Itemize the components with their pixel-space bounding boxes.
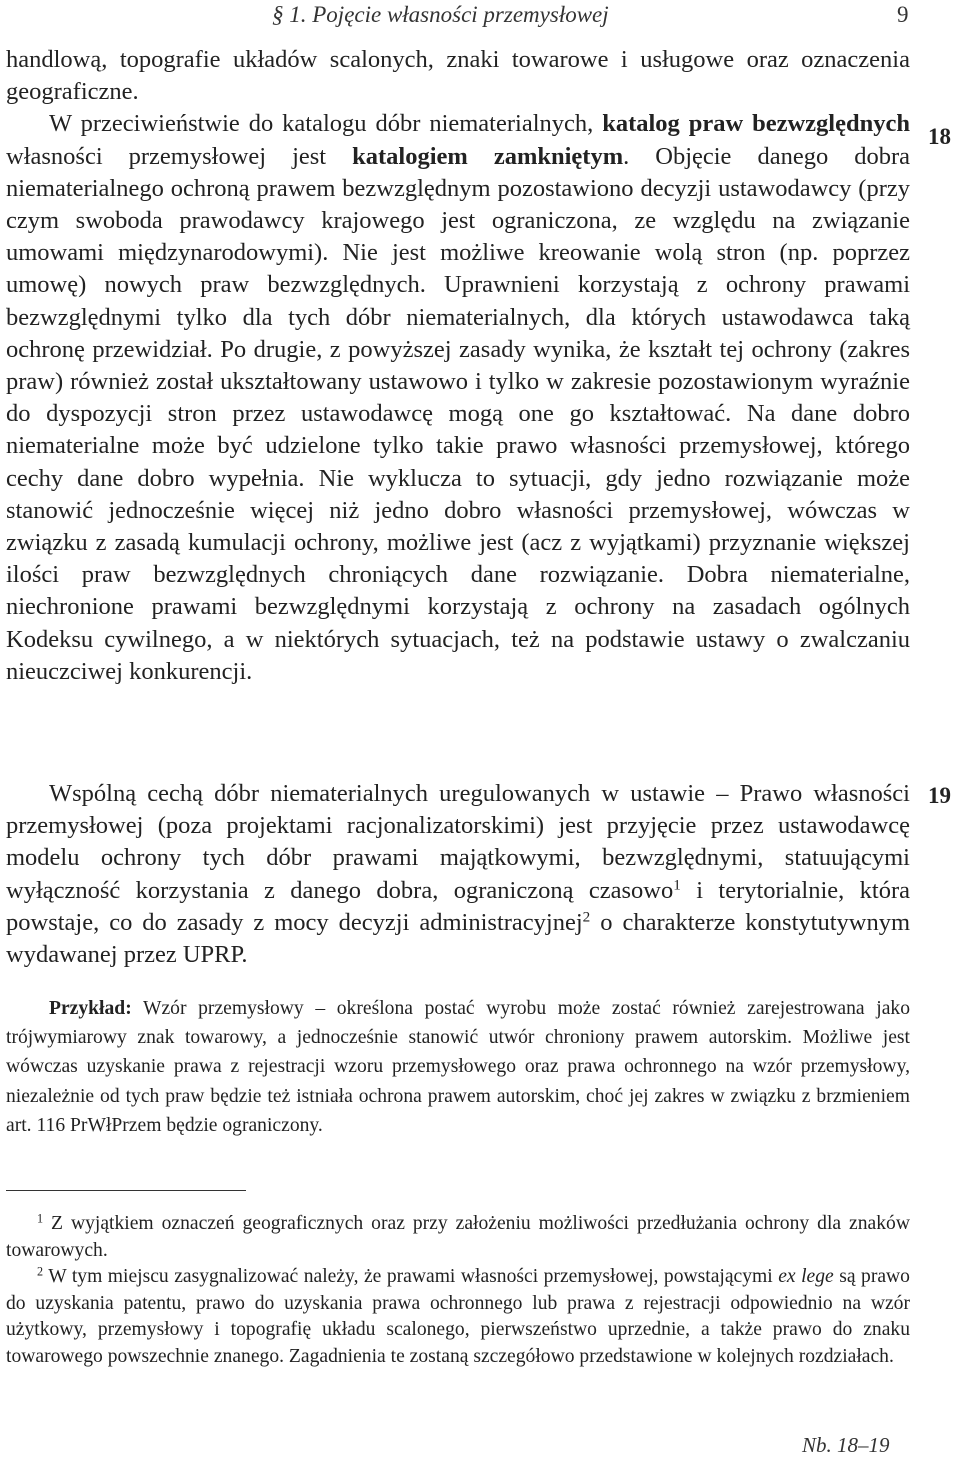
body-text-2 — [6, 778, 910, 971]
body-text — [6, 44, 910, 688]
bold-term: katalog praw bezwzględnych — [602, 110, 910, 138]
paragraph-19: Wspólną cechą dóbr niematerialnych uregulowanych w ustawie – Prawo własności przemysłowej (poza projektami racjonalizatorskimi) jest przyjęcie przez ustawodawcę modelu ochrony tych dóbr prawami majątkowymi, bezwzględnymi, statuującymi wyłączność korzystania z danego dobra, ograniczoną czasowo$^1$ i terytorialnie, która powstaje, co do zasady z mocy decyzji administracyjnej$^2$ o charakterze konstytutywnym wydawanej przez UPRP. — [6, 780, 910, 969]
running-header — [0, 2, 960, 30]
section-title: § 1. Pojęcie własności przemysłowej — [272, 2, 609, 27]
example-box — [6, 994, 910, 1140]
footnote-ref-1[interactable]: 1 — [673, 876, 681, 894]
margin-number-19: 19 — [928, 783, 951, 808]
paragraph-continuation: handlową, topografie układów scalonych, znaki towarowe i usługowe oraz oznaczenia geograficzne. — [6, 46, 910, 106]
footnotes — [6, 1211, 910, 1371]
example-text: Wzór przemysłowy – określona postać wyrobu może zostać również zarejestrowana jako trójwymiarowy znak towarowy, a jednocześnie stanowić utwór chroniony prawem autorskim. Możliwe jest wówczas uzyskanie prawa z rejestracji wzoru przemysłowego oraz prawa ochronnego na wzór przemysłowy, niezależnie od tych praw będzie też istniała ochrona prawem autorskim, choć jej zakres w związku z brzmieniem art. 116 PrWłPrzem będzie ograniczony. — [6, 998, 910, 1136]
footnote-separator — [6, 1190, 246, 1191]
paragraph-18: W przeciwieństwie do katalogu dóbr niematerialnych, katalog praw bezwzględnych własności przemysłowej jest katalogiem zamkniętym. Objęcie danego dobra niematerialnego ochroną prawem bezwzględnym pozostawiono decyzji ustawodawcy (przy czym swoboda prawodawcy krajowego jest ograniczona, ze względu na związanie umowami międzynarodowymi). Nie jest możliwe kreowanie wolą stron (np. poprzez umowę) nowych praw bezwzględnych. Uprawnieni korzystają z ochrony prawami bezwzględnymi tylko dla tych dóbr niematerialnych, dla których ustawodawca taką ochronę przewidział. Po drugie, z powyższej zasady wynika, że kształt tej ochrony (zakres praw) również został ukształtowany ustawowo i tylko w zakresie pozostawionym wyraźnie do dyspozycji stron przez ustawodawcę mogą one go kształtować. Na dane dobro niematerialne może być udzielone tylko takie prawo własności przemysłowej, którego cechy dane dobro wypełnia. Nie wyklucza to sytuacji, gdy jedno rozwiązanie może stanowić jednocześnie więcej niż jedno dobro własności przemysłowej, wówczas w związku z zasadą kumulacji ochrony, możliwe jest (acz z wyjątkami) przyznanie większej ilości praw bezwzględnych chroniących dane rozwiązanie. Dobra niematerialne, niechronione prawami bezwzględnymi korzystają z ochrony na zasadach ogólnych Kodeksu cywilnego, a w niektórych sytuacjach, też na podstawie ustawy o zwalczaniu nieuczciwej konkurencji. — [6, 110, 910, 685]
margin-number-18: 18 — [928, 124, 951, 149]
footnote-1: $^1$ Z wyjątkiem oznaczeń geograficznych oraz przy założeniu możliwości przedłużania ochrony dla znaków towarowych. — [6, 1211, 910, 1261]
margin-number-range: Nb. 18–19 — [802, 1433, 890, 1457]
example-label: Przykład: — [49, 998, 132, 1019]
footnote-2: $^2$ W tym miejscu zasygnalizować należy, że prawami własności przemysłowej, powstającymi ex lege są prawo do uzyskania patentu, prawo do uzyskania prawa ochronnego lub prawa z rejestracji odpowiednio na wzór użytkowy, przemysłowy i topografię układu scalonego, pierwszeństwo uprzednie, a także prawo do znaku towarowego powszechnie znanego. Zagadnienia te zostaną szczegółowo przedstawione w kolejnych rozdziałach. — [6, 1264, 910, 1367]
footnote-ref-2[interactable]: 2 — [582, 908, 591, 926]
bold-term: katalogiem zamkniętym — [352, 142, 624, 170]
page-number: 9 — [897, 2, 909, 27]
